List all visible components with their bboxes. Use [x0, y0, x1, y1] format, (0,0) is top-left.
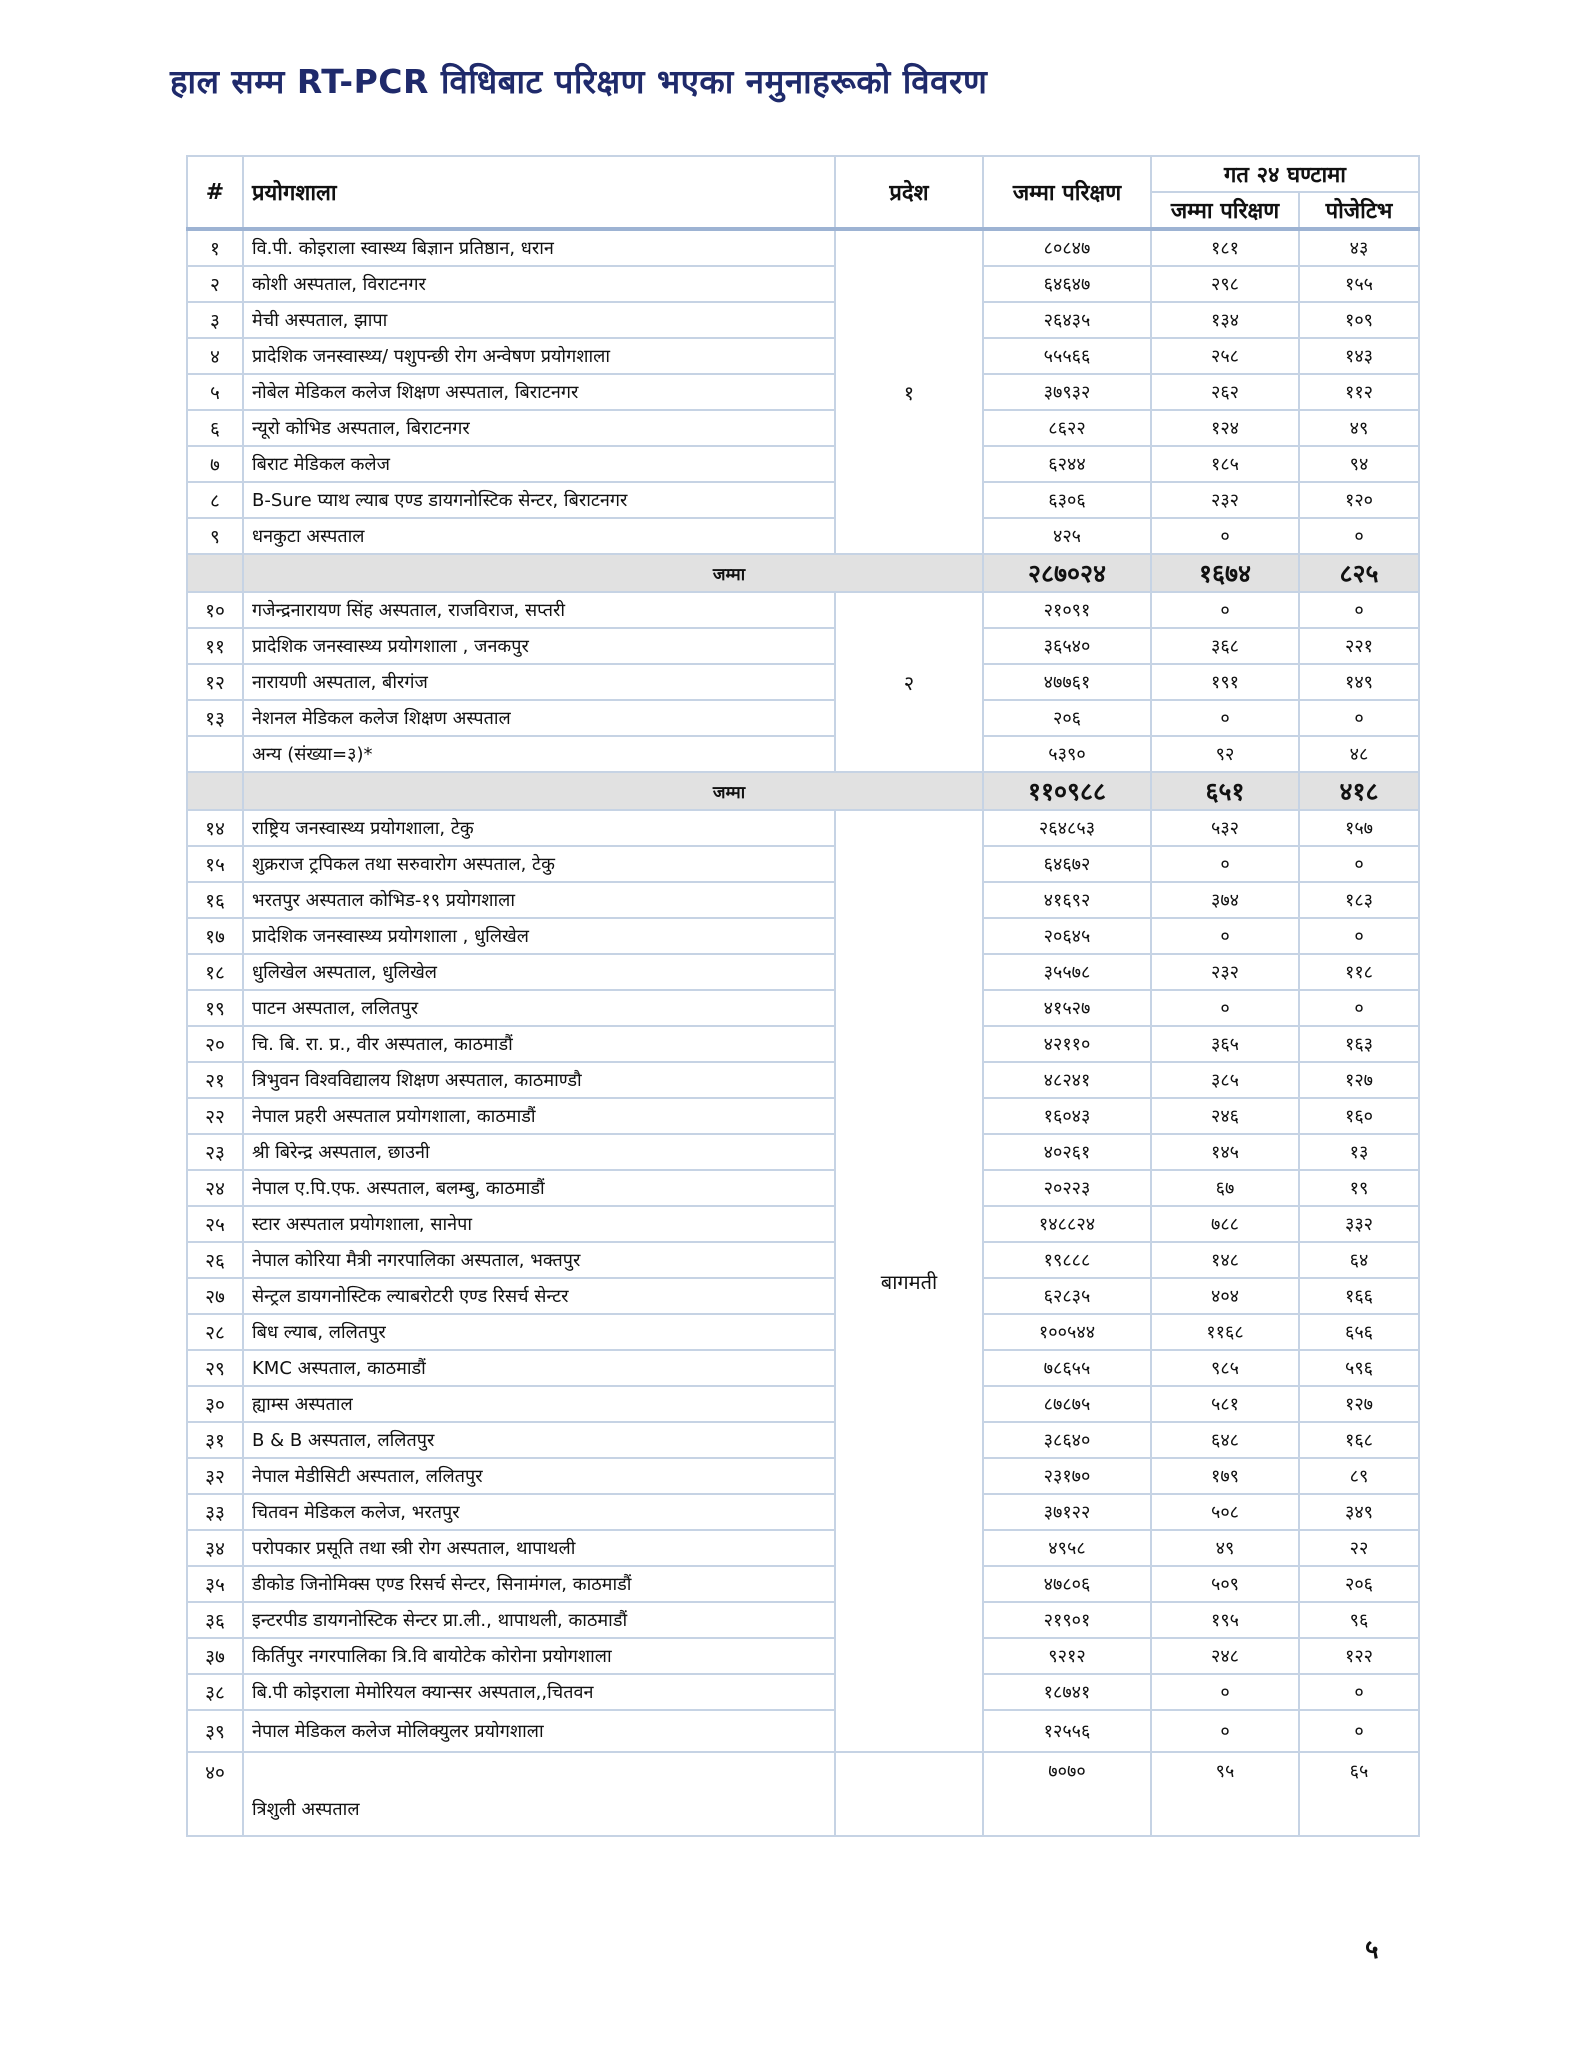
- tests-24h-cell: २४८: [1151, 1638, 1299, 1674]
- row-index: २: [187, 266, 243, 302]
- row-index: ५: [187, 374, 243, 410]
- lab-name: कोशी अस्पताल, विराटनगर: [243, 266, 835, 302]
- total-index-empty: [187, 554, 243, 592]
- header-last-24h: गत २४ घण्टामा: [1151, 156, 1419, 192]
- row-index: ३७: [187, 1638, 243, 1674]
- total-tests-cell: ३७९३२: [983, 374, 1151, 410]
- tests-24h-cell: ०: [1151, 1674, 1299, 1710]
- lab-name: गजेन्द्रनारायण सिंह अस्पताल, राजविराज, सप्तरी: [243, 592, 835, 628]
- tests-24h-cell: १७९: [1151, 1458, 1299, 1494]
- table-row: [187, 482, 1419, 518]
- total-tests-cell: ३५५७८: [983, 954, 1151, 990]
- total-tests-cell: २०२२३: [983, 1170, 1151, 1206]
- table-row: [187, 1242, 1419, 1278]
- table-row: [187, 1638, 1419, 1674]
- tests-24h-cell: ५०८: [1151, 1494, 1299, 1530]
- positive-24h-sum: ४१८: [1299, 772, 1419, 810]
- lab-name: नेशनल मेडिकल कलेज शिक्षण अस्पताल: [243, 700, 835, 736]
- positive-24h-cell: ६५६: [1299, 1314, 1419, 1350]
- row-index: ३६: [187, 1602, 243, 1638]
- positive-24h-cell: ४९: [1299, 410, 1419, 446]
- table-row: [187, 338, 1419, 374]
- lab-name: वि.पी. कोइराला स्वास्थ्य बिज्ञान प्रतिष्ठान, धरान: [243, 229, 835, 266]
- total-tests-cell: ८७८७५: [983, 1386, 1151, 1422]
- lab-name: चि. बि. रा. प्र., वीर अस्पताल, काठमाडौं: [243, 1026, 835, 1062]
- total-tests-cell: ४७७६१: [983, 664, 1151, 700]
- row-index: ३२: [187, 1458, 243, 1494]
- total-tests-cell: २३१७०: [983, 1458, 1151, 1494]
- tests-24h-cell: ०: [1151, 592, 1299, 628]
- province-cell: बागमती: [835, 810, 983, 1752]
- lab-name: त्रिशुली अस्पताल: [243, 1752, 835, 1836]
- row-index: ३५: [187, 1566, 243, 1602]
- tests-24h-cell: ६७: [1151, 1170, 1299, 1206]
- positive-24h-cell: १२०: [1299, 482, 1419, 518]
- table-row: [187, 810, 1419, 846]
- page-title: हाल सम्म RT-PCR विधिबाट परिक्षण भएका नमुनाहरूको विवरण: [170, 62, 988, 101]
- row-index: २५: [187, 1206, 243, 1242]
- tests-24h-cell: ४०४: [1151, 1278, 1299, 1314]
- total-tests-sum: ११०९८८: [983, 772, 1151, 810]
- row-index: ७: [187, 446, 243, 482]
- total-tests-cell: ४८२४१: [983, 1062, 1151, 1098]
- tests-24h-cell: २९८: [1151, 266, 1299, 302]
- positive-24h-sum: ८२५: [1299, 554, 1419, 592]
- table-row: [187, 1752, 1419, 1836]
- total-tests-cell: ५३९०: [983, 736, 1151, 772]
- tests-24h-cell: १९५: [1151, 1602, 1299, 1638]
- positive-24h-cell: १०९: [1299, 302, 1419, 338]
- positive-24h-cell: ९४: [1299, 446, 1419, 482]
- tests-24h-cell: ०: [1151, 1710, 1299, 1752]
- lab-name: बिध ल्याब, ललितपुर: [243, 1314, 835, 1350]
- tests-24h-cell: ३८५: [1151, 1062, 1299, 1098]
- lab-name: प्रादेशिक जनस्वास्थ्य प्रयोगशाला , धुलिखेल: [243, 918, 835, 954]
- header-lab: प्रयोगशाला: [243, 156, 835, 229]
- total-tests-cell: १८७४१: [983, 1674, 1151, 1710]
- total-tests-cell: ६२४४: [983, 446, 1151, 482]
- row-index: १५: [187, 846, 243, 882]
- total-tests-cell: ८०८४७: [983, 229, 1151, 266]
- positive-24h-cell: ०: [1299, 990, 1419, 1026]
- table-row: [187, 374, 1419, 410]
- positive-24h-cell: ८९: [1299, 1458, 1419, 1494]
- positive-24h-cell: ६४: [1299, 1242, 1419, 1278]
- lab-name: शुक्रराज ट्रपिकल तथा सरुवारोग अस्पताल, टेकु: [243, 846, 835, 882]
- positive-24h-cell: ०: [1299, 1674, 1419, 1710]
- table-row: [187, 1566, 1419, 1602]
- row-index: १: [187, 229, 243, 266]
- tests-24h-cell: २३२: [1151, 954, 1299, 990]
- lab-name: त्रिभुवन विश्वविद्यालय शिक्षण अस्पताल, काठमाण्डौ: [243, 1062, 835, 1098]
- total-tests-cell: ३७१२२: [983, 1494, 1151, 1530]
- total-tests-cell: २६४८५३: [983, 810, 1151, 846]
- lab-name: बिराट मेडिकल कलेज: [243, 446, 835, 482]
- total-tests-cell: १००५४४: [983, 1314, 1151, 1350]
- lab-name: बि.पी कोइराला मेमोरियल क्यान्सर अस्पताल,,चितवन: [243, 1674, 835, 1710]
- total-tests-cell: ६४६७२: [983, 846, 1151, 882]
- total-tests-cell: २६४३५: [983, 302, 1151, 338]
- tests-24h-sum: १६७४: [1151, 554, 1299, 592]
- lab-name: नेपाल मेडिकल कलेज मोलिक्युलर प्रयोगशाला: [243, 1710, 835, 1752]
- tests-24h-cell: ११६८: [1151, 1314, 1299, 1350]
- lab-name: प्रादेशिक जनस्वास्थ्य/ पशुपन्छी रोग अन्वेषण प्रयोगशाला: [243, 338, 835, 374]
- tests-24h-cell: १४५: [1151, 1134, 1299, 1170]
- province-total-row: [187, 772, 1419, 810]
- lab-name: इन्टरपीड डायगनोस्टिक सेन्टर प्रा.ली., थापाथली, काठमाडौं: [243, 1602, 835, 1638]
- tests-24h-cell: २३२: [1151, 482, 1299, 518]
- tests-24h-cell: ३६८: [1151, 628, 1299, 664]
- positive-24h-cell: २२: [1299, 1530, 1419, 1566]
- positive-24h-cell: ३३२: [1299, 1206, 1419, 1242]
- header-last-24h-positive: पोजेटिभ: [1299, 192, 1419, 229]
- header-last-24h-tests: जम्मा परिक्षण: [1151, 192, 1299, 229]
- table-row: [187, 592, 1419, 628]
- positive-24h-cell: ०: [1299, 918, 1419, 954]
- table-body: [187, 229, 1419, 1836]
- row-index: २३: [187, 1134, 243, 1170]
- positive-24h-cell: ९६: [1299, 1602, 1419, 1638]
- tests-24h-cell: २४६: [1151, 1098, 1299, 1134]
- tests-24h-cell: ९२: [1151, 736, 1299, 772]
- total-label: जम्मा: [243, 772, 983, 810]
- positive-24h-cell: १३: [1299, 1134, 1419, 1170]
- table-row: [187, 700, 1419, 736]
- lab-name: डीकोड जिनोमिक्स एण्ड रिसर्च सेन्टर, सिनामंगल, काठमाडौं: [243, 1566, 835, 1602]
- total-tests-cell: ४०२६१: [983, 1134, 1151, 1170]
- positive-24h-cell: १८३: [1299, 882, 1419, 918]
- tests-24h-cell: ९८५: [1151, 1350, 1299, 1386]
- table-row: [187, 736, 1419, 772]
- total-tests-cell: ३६५४०: [983, 628, 1151, 664]
- total-tests-cell: ७८६५५: [983, 1350, 1151, 1386]
- positive-24h-cell: १५७: [1299, 810, 1419, 846]
- lab-name: धनकुटा अस्पताल: [243, 518, 835, 554]
- tests-24h-cell: ५०९: [1151, 1566, 1299, 1602]
- row-index: ३०: [187, 1386, 243, 1422]
- total-tests-cell: ५५५६६: [983, 338, 1151, 374]
- tests-24h-cell: ६४८: [1151, 1422, 1299, 1458]
- lab-name: सेन्ट्रल डायगनोस्टिक ल्याबरोटरी एण्ड रिसर्च सेन्टर: [243, 1278, 835, 1314]
- table-row: [187, 446, 1419, 482]
- total-tests-cell: २०६४५: [983, 918, 1151, 954]
- province-cell: १: [835, 229, 983, 554]
- positive-24h-cell: ०: [1299, 846, 1419, 882]
- total-tests-cell: ९२१२: [983, 1638, 1151, 1674]
- positive-24h-cell: ६५: [1299, 1752, 1419, 1836]
- lab-name: नारायणी अस्पताल, बीरगंज: [243, 664, 835, 700]
- row-index: २९: [187, 1350, 243, 1386]
- positive-24h-cell: १५५: [1299, 266, 1419, 302]
- total-tests-cell: १९८८८: [983, 1242, 1151, 1278]
- table-row: [187, 628, 1419, 664]
- table-row: [187, 229, 1419, 266]
- tests-24h-cell: १३४: [1151, 302, 1299, 338]
- total-tests-cell: ४९५८: [983, 1530, 1151, 1566]
- positive-24h-cell: ०: [1299, 518, 1419, 554]
- table-row: [187, 1422, 1419, 1458]
- row-index: ३४: [187, 1530, 243, 1566]
- lab-tests-table: [186, 155, 1420, 1837]
- total-tests-cell: ६४६४७: [983, 266, 1151, 302]
- tests-24h-cell: ३७४: [1151, 882, 1299, 918]
- positive-24h-cell: १२७: [1299, 1062, 1419, 1098]
- table-row: [187, 1494, 1419, 1530]
- total-tests-cell: १४८८२४: [983, 1206, 1151, 1242]
- lab-name: चितवन मेडिकल कलेज, भरतपुर: [243, 1494, 835, 1530]
- lab-name: स्टार अस्पताल प्रयोगशाला, सानेपा: [243, 1206, 835, 1242]
- table-row: [187, 1206, 1419, 1242]
- table-row: [187, 1350, 1419, 1386]
- lab-name: नेपाल ए.पि.एफ. अस्पताल, बलम्बु, काठमाडौं: [243, 1170, 835, 1206]
- lab-name: ह्याम्स अस्पताल: [243, 1386, 835, 1422]
- table-row: [187, 302, 1419, 338]
- table-row: [187, 1170, 1419, 1206]
- row-index: २६: [187, 1242, 243, 1278]
- lab-name: KMC अस्पताल, काठमाडौं: [243, 1350, 835, 1386]
- table-row: [187, 664, 1419, 700]
- table-row: [187, 1386, 1419, 1422]
- lab-name: श्री बिरेन्द्र अस्पताल, छाउनी: [243, 1134, 835, 1170]
- total-tests-sum: २८७०२४: [983, 554, 1151, 592]
- table-row: [187, 1098, 1419, 1134]
- province-cell-empty: [835, 1752, 983, 1836]
- positive-24h-cell: ४३: [1299, 229, 1419, 266]
- total-tests-cell: ३८६४०: [983, 1422, 1151, 1458]
- table-row: [187, 1674, 1419, 1710]
- row-index: १२: [187, 664, 243, 700]
- lab-name: नोबेल मेडिकल कलेज शिक्षण अस्पताल, बिराटनगर: [243, 374, 835, 410]
- total-index-empty: [187, 772, 243, 810]
- total-tests-cell: २१९०१: [983, 1602, 1151, 1638]
- table-row: [187, 410, 1419, 446]
- row-index: ३१: [187, 1422, 243, 1458]
- positive-24h-cell: १६०: [1299, 1098, 1419, 1134]
- total-tests-cell: १२५५६: [983, 1710, 1151, 1752]
- row-index: ३: [187, 302, 243, 338]
- positive-24h-cell: ११८: [1299, 954, 1419, 990]
- lab-name: न्यूरो कोभिड अस्पताल, बिराटनगर: [243, 410, 835, 446]
- positive-24h-cell: २२१: [1299, 628, 1419, 664]
- table-row: [187, 1530, 1419, 1566]
- tests-24h-cell: ३६५: [1151, 1026, 1299, 1062]
- row-index: २१: [187, 1062, 243, 1098]
- row-index: १३: [187, 700, 243, 736]
- tests-24h-cell: १४८: [1151, 1242, 1299, 1278]
- tests-24h-cell: ७८८: [1151, 1206, 1299, 1242]
- province-total-row: [187, 554, 1419, 592]
- row-index: ९: [187, 518, 243, 554]
- header-province: प्रदेश: [835, 156, 983, 229]
- total-tests-cell: २१०९१: [983, 592, 1151, 628]
- total-tests-cell: ४२५: [983, 518, 1151, 554]
- table-row: [187, 518, 1419, 554]
- positive-24h-cell: ५९६: [1299, 1350, 1419, 1386]
- row-index: २०: [187, 1026, 243, 1062]
- tests-24h-cell: १८१: [1151, 229, 1299, 266]
- row-index: २८: [187, 1314, 243, 1350]
- row-index: ३९: [187, 1710, 243, 1752]
- table-row: [187, 1602, 1419, 1638]
- positive-24h-cell: २०६: [1299, 1566, 1419, 1602]
- lab-name: B-Sure प्याथ ल्याब एण्ड डायगनोस्टिक सेन्टर, बिराटनगर: [243, 482, 835, 518]
- row-index: ८: [187, 482, 243, 518]
- positive-24h-cell: १२७: [1299, 1386, 1419, 1422]
- lab-name: परोपकार प्रसूति तथा स्त्री रोग अस्पताल, थापाथली: [243, 1530, 835, 1566]
- positive-24h-cell: १९: [1299, 1170, 1419, 1206]
- total-tests-cell: ७०७०: [983, 1752, 1151, 1836]
- tests-24h-cell: १२४: [1151, 410, 1299, 446]
- row-index: २४: [187, 1170, 243, 1206]
- positive-24h-cell: ४८: [1299, 736, 1419, 772]
- total-tests-cell: २०६: [983, 700, 1151, 736]
- lab-name: भरतपुर अस्पताल कोभिड-१९ प्रयोगशाला: [243, 882, 835, 918]
- lab-name: नेपाल मेडीसिटी अस्पताल, ललितपुर: [243, 1458, 835, 1494]
- tests-24h-cell: ९५: [1151, 1752, 1299, 1836]
- positive-24h-cell: ०: [1299, 1710, 1419, 1752]
- table-row: [187, 846, 1419, 882]
- tests-24h-cell: ०: [1151, 700, 1299, 736]
- row-index: [187, 736, 243, 772]
- row-index: ६: [187, 410, 243, 446]
- row-index: २२: [187, 1098, 243, 1134]
- tests-24h-cell: ५८१: [1151, 1386, 1299, 1422]
- table-row: [187, 266, 1419, 302]
- lab-name: नेपाल कोरिया मैत्री नगरपालिका अस्पताल, भक्तपुर: [243, 1242, 835, 1278]
- tests-24h-cell: ४९: [1151, 1530, 1299, 1566]
- tests-24h-cell: ५३२: [1151, 810, 1299, 846]
- total-tests-cell: ६३०६: [983, 482, 1151, 518]
- lab-name: किर्तिपुर नगरपालिका त्रि.वि बायोटेक कोरोना प्रयोगशाला: [243, 1638, 835, 1674]
- positive-24h-cell: ३४९: [1299, 1494, 1419, 1530]
- lab-name: नेपाल प्रहरी अस्पताल प्रयोगशाला, काठमाडौं: [243, 1098, 835, 1134]
- table-row: [187, 1278, 1419, 1314]
- tests-24h-cell: ०: [1151, 990, 1299, 1026]
- table-row: [187, 1314, 1419, 1350]
- header-total-tests: जम्मा परिक्षण: [983, 156, 1151, 229]
- positive-24h-cell: १४३: [1299, 338, 1419, 374]
- positive-24h-cell: १६३: [1299, 1026, 1419, 1062]
- tests-24h-cell: ०: [1151, 846, 1299, 882]
- tests-24h-cell: २६२: [1151, 374, 1299, 410]
- table-row: [187, 1134, 1419, 1170]
- tests-24h-cell: २५८: [1151, 338, 1299, 374]
- positive-24h-cell: १६८: [1299, 1422, 1419, 1458]
- table-row: [187, 990, 1419, 1026]
- row-index: १९: [187, 990, 243, 1026]
- table-row: [187, 918, 1419, 954]
- tests-24h-cell: १९१: [1151, 664, 1299, 700]
- total-tests-cell: ४१६९२: [983, 882, 1151, 918]
- row-index: १४: [187, 810, 243, 846]
- row-index: ४०: [187, 1752, 243, 1836]
- lab-name: मेची अस्पताल, झापा: [243, 302, 835, 338]
- positive-24h-cell: १२२: [1299, 1638, 1419, 1674]
- tests-24h-cell: १८५: [1151, 446, 1299, 482]
- table-row: [187, 882, 1419, 918]
- positive-24h-cell: ०: [1299, 700, 1419, 736]
- lab-name: अन्य (संख्या=३)*: [243, 736, 835, 772]
- tests-24h-cell: ०: [1151, 918, 1299, 954]
- lab-name: राष्ट्रिय जनस्वास्थ्य प्रयोगशाला, टेकु: [243, 810, 835, 846]
- positive-24h-cell: १४९: [1299, 664, 1419, 700]
- lab-name: प्रादेशिक जनस्वास्थ्य प्रयोगशाला , जनकपुर: [243, 628, 835, 664]
- row-index: १७: [187, 918, 243, 954]
- row-index: १०: [187, 592, 243, 628]
- total-tests-cell: १६०४३: [983, 1098, 1151, 1134]
- row-index: ४: [187, 338, 243, 374]
- total-tests-cell: ६२८३५: [983, 1278, 1151, 1314]
- lab-name: धुलिखेल अस्पताल, धुलिखेल: [243, 954, 835, 990]
- province-cell: २: [835, 592, 983, 772]
- total-tests-cell: ४७८०६: [983, 1566, 1151, 1602]
- row-index: ११: [187, 628, 243, 664]
- total-tests-cell: ४२११०: [983, 1026, 1151, 1062]
- positive-24h-cell: ०: [1299, 592, 1419, 628]
- table-row: [187, 1062, 1419, 1098]
- row-index: ३३: [187, 1494, 243, 1530]
- total-label: जम्मा: [243, 554, 983, 592]
- table-row: [187, 954, 1419, 990]
- row-index: ३८: [187, 1674, 243, 1710]
- page-number: ५: [1365, 1935, 1379, 1965]
- total-tests-cell: ८६२२: [983, 410, 1151, 446]
- tests-24h-sum: ६५१: [1151, 772, 1299, 810]
- table-row: [187, 1026, 1419, 1062]
- table-row: [187, 1710, 1419, 1752]
- row-index: १६: [187, 882, 243, 918]
- total-tests-cell: ४१५२७: [983, 990, 1151, 1026]
- tests-24h-cell: ०: [1151, 518, 1299, 554]
- positive-24h-cell: ११२: [1299, 374, 1419, 410]
- lab-name: B & B अस्पताल, ललितपुर: [243, 1422, 835, 1458]
- row-index: १८: [187, 954, 243, 990]
- positive-24h-cell: १६६: [1299, 1278, 1419, 1314]
- row-index: २७: [187, 1278, 243, 1314]
- table-row: [187, 1458, 1419, 1494]
- lab-name: पाटन अस्पताल, ललितपुर: [243, 990, 835, 1026]
- header-index: #: [187, 156, 243, 229]
